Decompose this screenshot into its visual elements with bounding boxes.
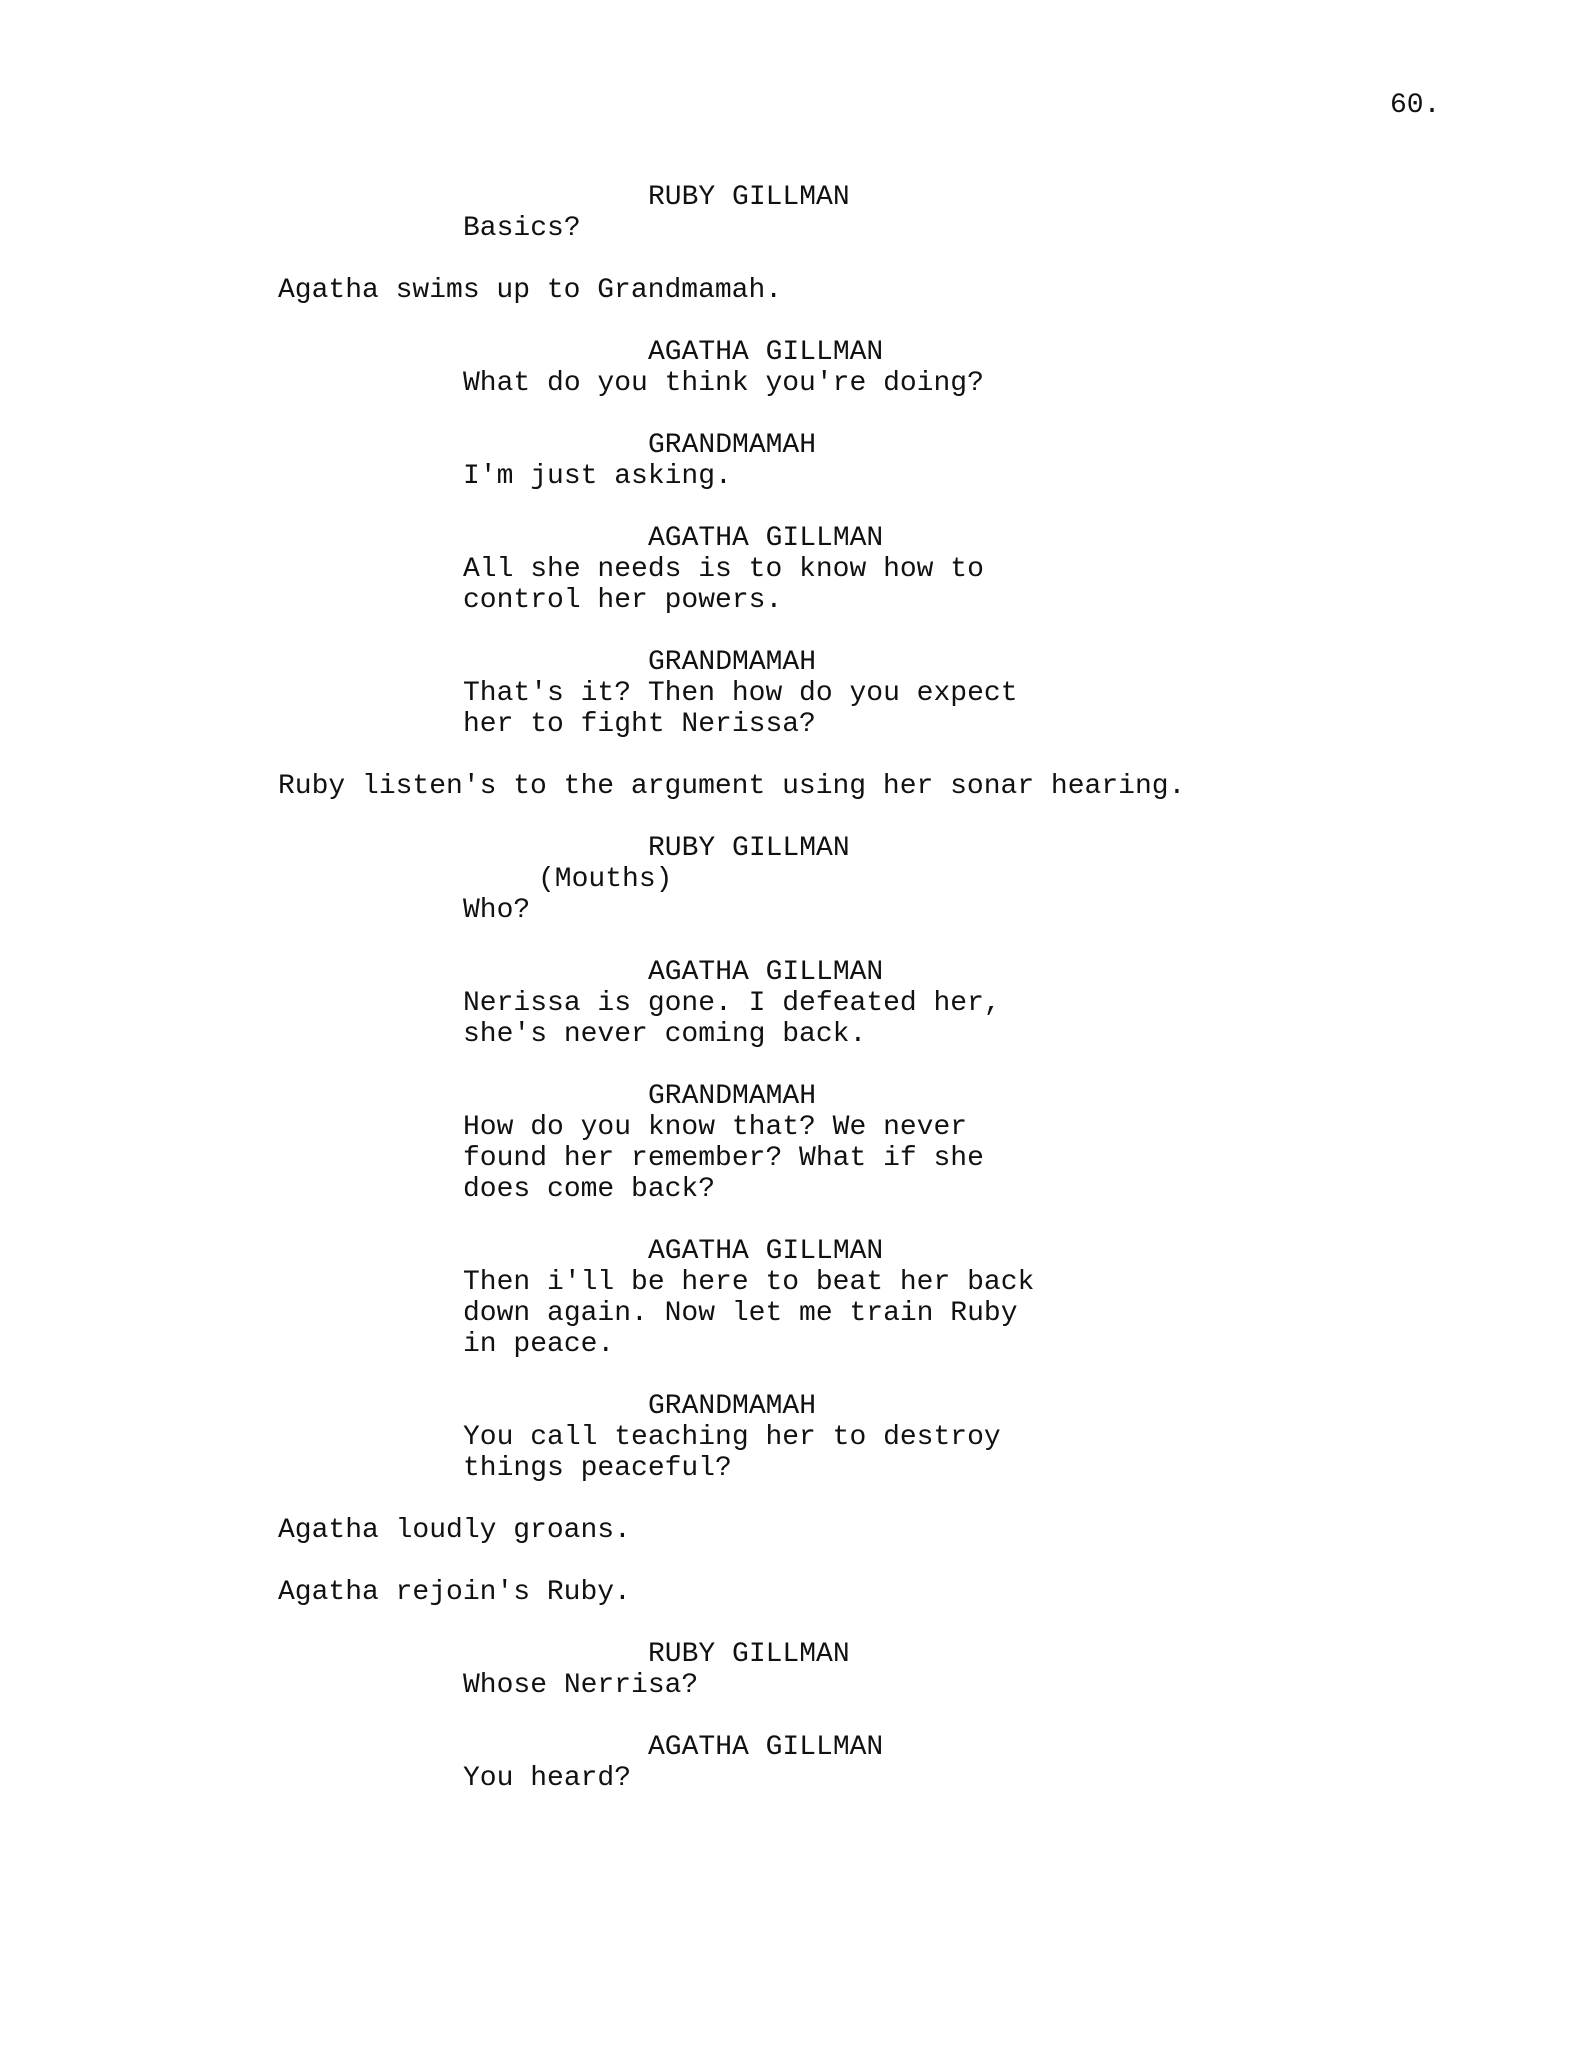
dialogue-line: Then i'll be here to beat her back down again. Now let me train Ruby in peace. [463,1267,1035,1360]
action-line: Ruby listen's to the argument using her sonar hearing. [278,771,1186,802]
dialogue-line: All she needs is to know how to control her powers. [463,554,984,616]
dialogue-line: What do you think you're doing? [463,368,984,399]
character-name: AGATHA GILLMAN [648,957,884,988]
dialogue-line: Nerissa is gone. I defeated her, she's never coming back. [463,988,1001,1050]
dialogue-line: That's it? Then how do you expect her to fight Nerissa? [463,678,1018,740]
character-name: GRANDMAMAH [648,647,817,678]
dialogue-line: How do you know that? We never found her remember? What if she does come back? [463,1112,984,1205]
dialogue-line: You call teaching her to destroy things peaceful? [463,1422,1001,1484]
character-name: RUBY GILLMAN [648,833,850,864]
dialogue-line: Whose Nerrisa? [463,1670,699,1701]
character-name: GRANDMAMAH [648,1391,817,1422]
character-name: AGATHA GILLMAN [648,1732,884,1763]
action-line: Agatha swims up to Grandmamah. [278,275,783,306]
character-name: AGATHA GILLMAN [648,1236,884,1267]
parenthetical: (Mouths) [538,864,673,895]
dialogue-line: Who? [463,895,531,926]
character-name: RUBY GILLMAN [648,1639,850,1670]
dialogue-line: I'm just asking. [463,461,732,492]
character-name: AGATHA GILLMAN [648,523,884,554]
dialogue-line: Basics? [463,213,581,244]
action-line: Agatha loudly groans. [278,1515,631,1546]
script-body [0,182,1583,1794]
character-name: RUBY GILLMAN [648,182,850,213]
page-number: 60. [1390,90,1441,121]
character-name: GRANDMAMAH [648,430,817,461]
dialogue-line: You heard? [463,1763,632,1794]
character-name: GRANDMAMAH [648,1081,817,1112]
character-name: AGATHA GILLMAN [648,337,884,368]
action-line: Agatha rejoin's Ruby. [278,1577,631,1608]
